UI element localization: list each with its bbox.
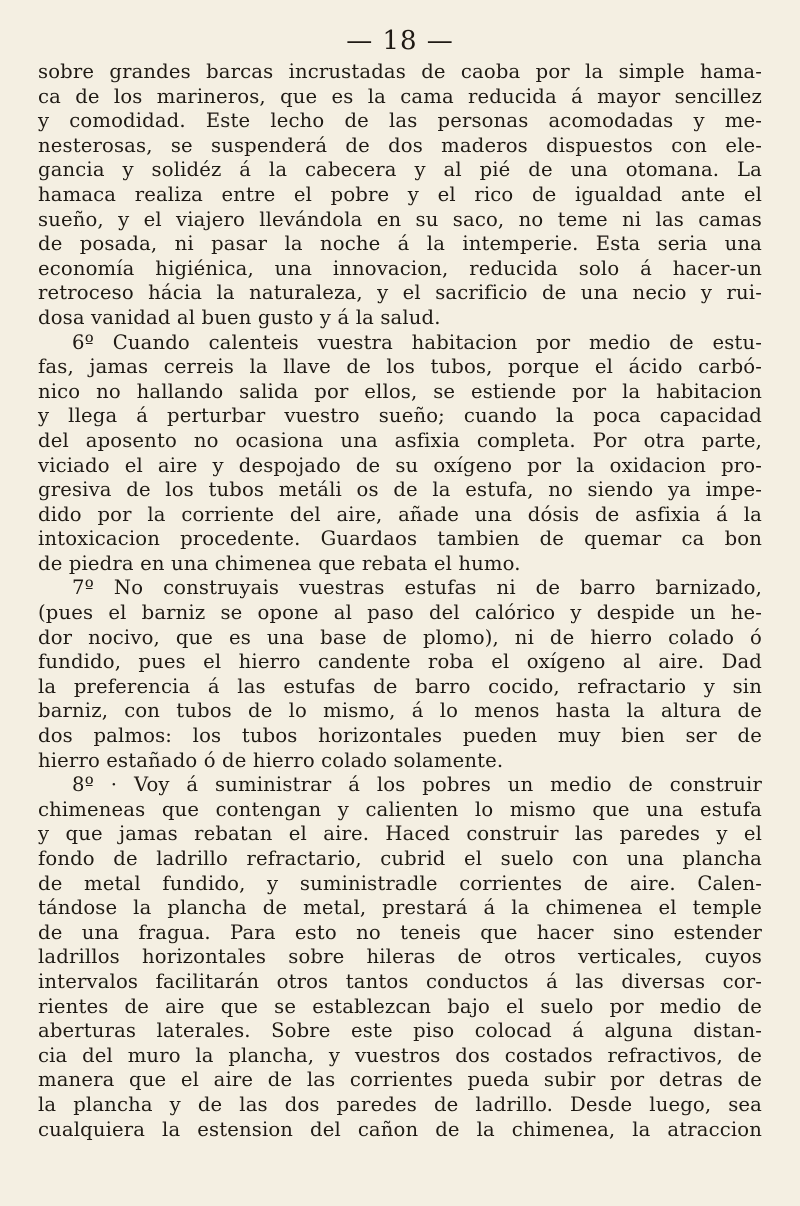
text-line: barniz, con tubos de lo mismo, á lo menos hasta la altura de	[38, 699, 762, 723]
text-line: retroceso hácia la naturaleza, y el sacrificio de una necio y rui-	[38, 281, 762, 305]
text-line: sueño, y el viajero llevándola en su saco, no teme ni las camas	[38, 207, 762, 231]
text-line: hamaca realiza entre el pobre y el rico de igualdad ante el	[38, 182, 762, 206]
text-line: sobre grandes barcas incrustadas de caoba por la simple hama-	[38, 60, 762, 83]
text-line: la preferencia á las estufas de barro cocido, refractario y sin	[38, 674, 762, 698]
text-line: cualquiera la estension del cañon de la chimenea, la atraccion	[38, 1117, 762, 1141]
text-line: y llega á perturbar vuestro sueño; cuando la poca capacidad	[38, 404, 762, 428]
page-number: — 18 —	[346, 26, 454, 56]
text-line: fas, jamas cerreis la llave de los tubos, porque el ácido carbó-	[38, 355, 762, 379]
text-line: hierro estañado ó de hierro colado solamente.	[38, 748, 504, 772]
text-line: rientes de aire que se establezcan bajo el suelo por medio de	[38, 994, 762, 1018]
text-line: 8º · Voy á suministrar á los pobres un medio de construir	[72, 773, 762, 797]
text-line: aberturas laterales. Sobre este piso colocad á alguna distan-	[38, 1019, 762, 1043]
text-line: del aposento no ocasiona una asfixia completa. Por otra parte,	[38, 428, 762, 452]
text-line: gresiva de los tubos metáli os de la estufa, no siendo ya impe-	[38, 478, 762, 502]
text-line: dosa vanidad al buen gusto y á la salud.	[38, 305, 441, 329]
text-line: intoxicacion procedente. Guardaos tambien de quemar ca bon	[38, 527, 762, 551]
text-line: fondo de ladrillo refractario, cubrid el suelo con una plancha	[38, 847, 762, 870]
text-line: manera que el aire de las corrientes pueda subir por detras de	[38, 1068, 762, 1092]
text-line: de metal fundido, y suministradle corrientes de aire. Calen-	[38, 871, 762, 895]
text-line: 6º Cuando calenteis vuestra habitacion por medio de estu-	[72, 330, 762, 354]
text-line: viciado el aire y despojado de su oxígeno por la oxidacion pro-	[38, 453, 762, 477]
text-line: intervalos facilitarán otros tantos conductos á las diversas cor-	[38, 969, 762, 993]
text-line: 7º No construyais vuestras estufas ni de barro barnizado,	[72, 576, 762, 600]
text-line: de una fragua. Para esto no teneis que hacer sino estender	[38, 920, 762, 944]
text-line: de posada, ni pasar la noche á la intemperie. Esta seria una	[38, 232, 762, 256]
text-line: y comodidad. Este lecho de las personas acomodadas y me-	[38, 109, 762, 133]
text-line: dido por la corriente del aire, añade una dósis de asfixia á la	[38, 502, 762, 526]
text-line: fundido, pues el hierro candente roba el oxígeno al aire. Dad	[38, 650, 762, 674]
text-line: economía higiénica, una innovacion, reducida solo á hacer-un	[38, 256, 762, 280]
text-line: de piedra en una chimenea que rebata el humo.	[38, 551, 521, 575]
text-line: tándose la plancha de metal, prestará á la chimenea el temple	[38, 896, 762, 920]
text-line: cia del muro la plancha, y vuestros dos costados refractivos, de	[38, 1043, 762, 1067]
text-line: (pues el barniz se opone al paso del calórico y despide un he-	[38, 601, 762, 625]
text-line: dos palmos: los tubos horizontales pueden muy bien ser de	[38, 724, 762, 748]
text-line: ladrillos horizontales sobre hileras de otros verticales, cuyos	[38, 945, 762, 969]
text-line: la plancha y de las dos paredes de ladrillo. Desde luego, sea	[38, 1092, 762, 1116]
text-line: ca de los marineros, que es la cama reducida á mayor sencillez	[38, 84, 762, 108]
body-text	[38, 60, 762, 1142]
text-line: chimeneas que contengan y calienten lo mismo que una estufa	[38, 797, 762, 821]
text-line: nico no hallando salida por ellos, se estiende por la habitacion	[38, 379, 762, 403]
text-line: dor nocivo, que es una base de plomo), ni de hierro colado ó	[38, 625, 762, 649]
text-line: nesterosas, se suspenderá de dos maderos dispuestos con ele-	[38, 133, 762, 157]
text-line: y que jamas rebatan el aire. Haced construir las paredes y el	[38, 822, 762, 846]
text-line: gancia y solidéz á la cabecera y al pié de una otomana. La	[38, 158, 762, 182]
